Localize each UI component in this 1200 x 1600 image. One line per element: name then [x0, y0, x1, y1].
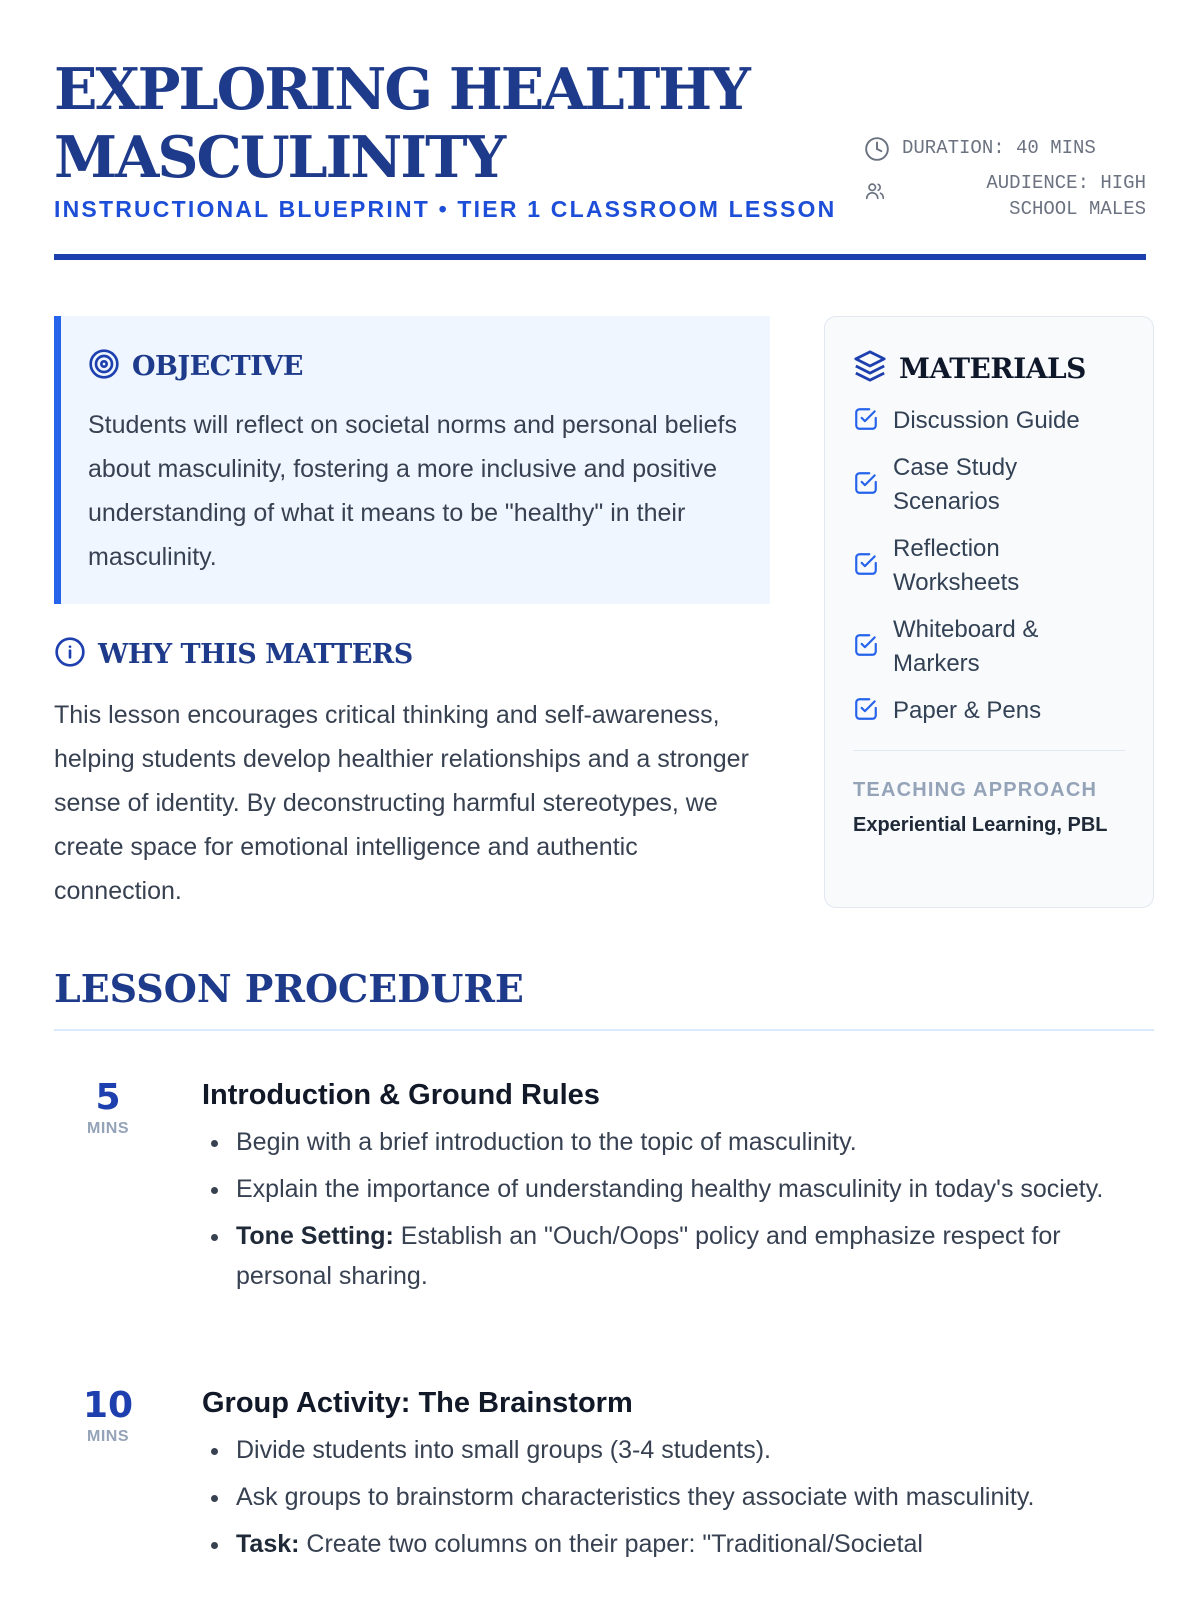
- info-icon: [54, 636, 86, 673]
- why-label: WHY THIS MATTERS: [98, 639, 413, 670]
- audience-row: [864, 170, 1146, 222]
- bullet-text: Divide students into small groups (3-4 students).: [236, 1436, 771, 1464]
- audience-line-1: AUDIENCE: HIGH: [986, 172, 1146, 194]
- target-icon: [88, 348, 120, 385]
- teaching-approach-label: TEACHING APPROACH: [853, 779, 1098, 801]
- materials-card: [824, 316, 1154, 908]
- material-item-label: Discussion Guide: [893, 407, 1080, 434]
- list-item: [202, 1477, 1152, 1517]
- step-bullets: [202, 1122, 1152, 1296]
- page-title: [54, 56, 874, 192]
- bullet-text: Explain the importance of understanding healthy masculinity in today's society.: [236, 1175, 1104, 1203]
- list-item: [202, 1169, 1152, 1209]
- procedure-title: LESSON PROCEDURE: [54, 966, 524, 1011]
- checkbox-checked-icon: [853, 632, 879, 663]
- material-item-label: Whiteboard & Markers: [893, 616, 1039, 677]
- header-divider: [54, 254, 1146, 260]
- material-item: [853, 451, 1125, 519]
- materials-divider: [853, 750, 1125, 751]
- why-heading: [54, 636, 770, 673]
- checkbox-checked-icon: [853, 551, 879, 582]
- objective-card: [54, 316, 770, 604]
- layers-icon: [853, 349, 887, 388]
- duration-row: [864, 134, 1146, 170]
- procedure-divider: [54, 1029, 1154, 1031]
- material-item: [853, 694, 1125, 728]
- list-item: [202, 1524, 1152, 1564]
- audience-line-2: SCHOOL MALES: [1009, 198, 1146, 220]
- material-item-label: Case Study Scenarios: [893, 454, 1018, 515]
- step-title: Introduction & Ground Rules: [202, 1079, 600, 1111]
- objective-text: Students will reflect on societal norms and personal beliefs about masculinity, fostering a more inclusive and positive understanding of what it means to be "healthy" in their masculinity.: [88, 411, 737, 571]
- duration-text: DURATION: 40 MINS: [902, 137, 1096, 159]
- page-subtitle: INSTRUCTIONAL BLUEPRINT • TIER 1 CLASSROOM LESSON: [54, 196, 837, 222]
- material-item: [853, 404, 1125, 438]
- step-minutes: 5: [95, 1077, 121, 1118]
- lesson-meta: [864, 134, 1146, 222]
- objective-label: OBJECTIVE: [132, 351, 303, 382]
- step-bullets: [202, 1430, 1152, 1564]
- list-item: [202, 1216, 1152, 1296]
- step-content: [202, 1384, 1152, 1571]
- bullet-text: Establish an "Ouch/Oops" policy and emphasize respect for personal sharing.: [236, 1222, 1061, 1290]
- list-item: [202, 1122, 1152, 1162]
- title-line-1: EXPLORING HEALTHY: [54, 56, 749, 123]
- material-item-label: Paper & Pens: [893, 697, 1042, 724]
- page-header: [54, 0, 1146, 264]
- why-text: This lesson encourages critical thinking and self-awareness, helping students develop healthier relationships and a stronger sense of identity. By deconstructing harmful stereotypes, we create space for emotional intelligence and authentic connection.: [54, 701, 749, 905]
- bullet-lead: Tone Setting:: [236, 1222, 394, 1250]
- material-item: [853, 613, 1125, 681]
- materials-label: MATERIALS: [899, 352, 1086, 385]
- materials-list: [853, 404, 1125, 728]
- list-item: [202, 1430, 1152, 1470]
- users-icon: [864, 180, 886, 210]
- step-minutes-unit: MINS: [87, 1120, 129, 1137]
- materials-heading: [853, 349, 1125, 388]
- checkbox-checked-icon: [853, 470, 879, 501]
- step-minutes: 10: [82, 1385, 134, 1426]
- teaching-approach-value: Experiential Learning, PBL: [853, 814, 1108, 836]
- step-title: Group Activity: The Brainstorm: [202, 1387, 633, 1419]
- objective-heading: [88, 348, 744, 385]
- why-section: [54, 636, 770, 913]
- bullet-lead: Task:: [236, 1530, 300, 1558]
- bullet-text: Ask groups to brainstorm characteristics they associate with masculinity.: [236, 1483, 1035, 1511]
- material-item: [853, 532, 1125, 600]
- step-content: [202, 1076, 1152, 1303]
- title-line-2: MASCULINITY: [54, 124, 505, 191]
- material-item-label: Reflection Worksheets: [893, 535, 1020, 596]
- step-minutes-unit: MINS: [87, 1428, 129, 1445]
- checkbox-checked-icon: [853, 696, 879, 727]
- bullet-text: Create two columns on their paper: "Traditional/Societal: [299, 1530, 923, 1558]
- checkbox-checked-icon: [853, 406, 879, 437]
- step-duration: [54, 1076, 162, 1138]
- bullet-text: Begin with a brief introduction to the topic of masculinity.: [236, 1128, 857, 1156]
- clock-icon: [864, 136, 890, 171]
- step-duration: [54, 1384, 162, 1446]
